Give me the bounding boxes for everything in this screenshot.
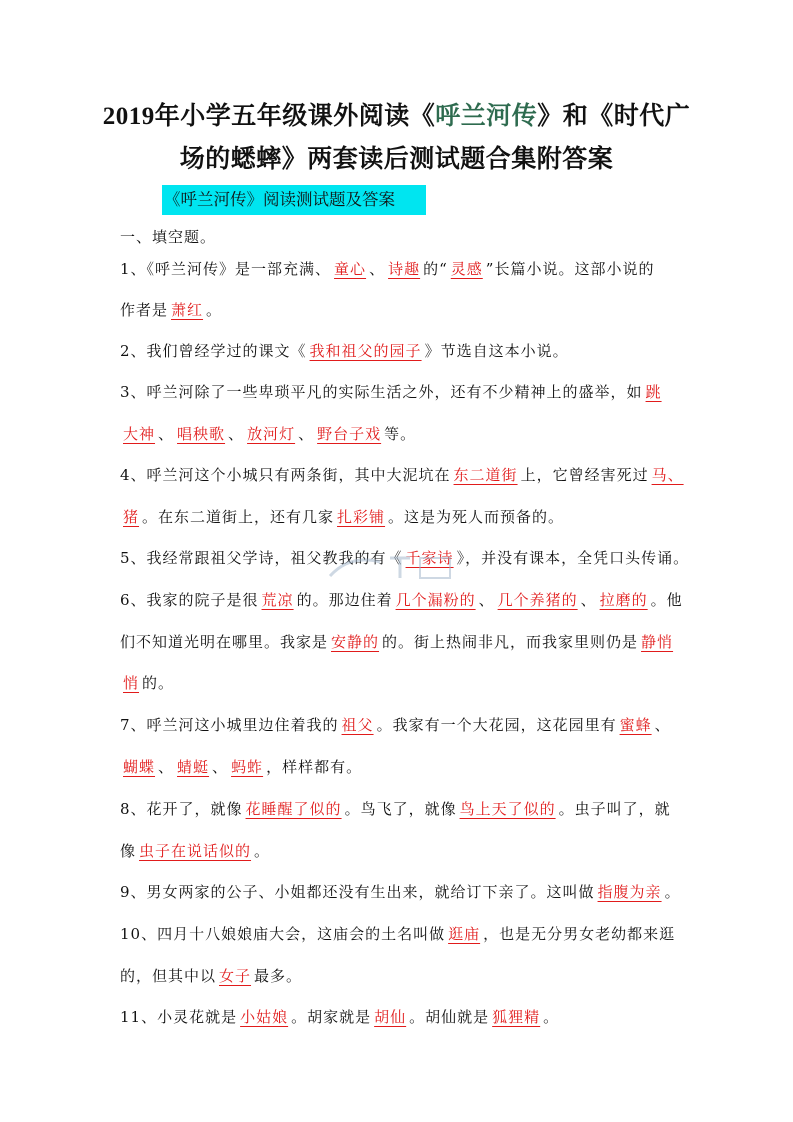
text: 、: [654, 716, 671, 734]
text: 3、呼兰河除了一些卑琐平凡的实际生活之外，还有不少精神上的盛举，如: [120, 383, 643, 401]
question-3: [120, 381, 680, 403]
answer: 唱秧歌: [177, 425, 226, 443]
text: 、: [298, 425, 315, 443]
answer: 悄: [123, 674, 140, 692]
question-7-cont: [120, 756, 680, 778]
answer: 鸟上天了似的: [459, 800, 556, 818]
text: 、: [228, 425, 245, 443]
answer: 逛庙: [448, 925, 481, 943]
text: 8、花开了，就像: [120, 800, 243, 818]
question-9: [120, 881, 680, 903]
text: 。他: [650, 591, 683, 609]
answer: 蝴蝶: [123, 758, 156, 776]
section-subtitle: 《呼兰河传》阅读测试题及答案: [162, 185, 426, 215]
text: 最多。: [254, 967, 303, 985]
text: ，也是无分男女老幼都来逛: [483, 925, 676, 943]
answer: 安静的: [331, 633, 380, 651]
answer: 虫子在说话似的: [139, 842, 252, 860]
text: 。鸟飞了，就像: [344, 800, 457, 818]
text: 的。街上热闹非凡，而我家里则仍是: [382, 633, 639, 651]
text: 的。那边住着: [296, 591, 393, 609]
question-10: [120, 923, 680, 945]
text: 。我家有一个大花园，这花园里有: [376, 716, 617, 734]
answer: 祖父: [341, 716, 374, 734]
text: 、: [478, 591, 495, 609]
text: 、: [158, 425, 175, 443]
text: 们不知道光明在哪里。我家是: [120, 633, 329, 651]
text: 。在东二道街上，还有几家: [142, 508, 335, 526]
document-title-line2: 场的蟋蟀》两套读后测试题合集附答案: [179, 146, 614, 173]
question-4-cont: [120, 506, 680, 528]
text: 像: [120, 842, 137, 860]
text: 的。: [142, 674, 175, 692]
text: 作者是: [120, 301, 169, 319]
question-8: [120, 798, 680, 820]
answer: 女子: [219, 967, 252, 985]
answer: 胡仙: [374, 1008, 407, 1026]
answer: 蜻蜓: [177, 758, 210, 776]
question-5: [120, 547, 690, 569]
text: 的，但其中以: [120, 967, 217, 985]
answer: 萧红: [171, 301, 204, 319]
answer: 跳: [645, 383, 662, 401]
text: 。胡仙就是: [409, 1008, 490, 1026]
text: ”长篇小说。这部小说的: [485, 260, 655, 278]
answer: 猪: [123, 508, 140, 526]
answer: 放河灯: [247, 425, 296, 443]
text: 。: [664, 883, 681, 901]
answer: 野台子戏: [317, 425, 382, 443]
answer: 小姑娘: [240, 1008, 289, 1026]
text: 、: [158, 758, 175, 776]
answer: 我和祖父的园子: [309, 342, 422, 360]
text: 10、四月十八娘娘庙大会，这庙会的土名叫做: [120, 925, 446, 943]
document-title-line1: [0, 100, 793, 134]
text: 11、小灵花就是: [120, 1008, 238, 1026]
text: 4、呼兰河这个小城只有两条街，其中大泥坑在: [120, 466, 451, 484]
answer: 灵感: [450, 260, 483, 278]
text: ，样样都有。: [266, 758, 363, 776]
title-text: 2019年小学五年级课外阅读《: [102, 103, 436, 130]
answer: 花睡醒了似的: [245, 800, 342, 818]
question-2: [120, 340, 680, 362]
text: 。这是为死人而预备的。: [388, 508, 565, 526]
answer: 几个养猪的: [497, 591, 578, 609]
text: 6、我家的院子是很: [120, 591, 259, 609]
question-6-cont: [120, 631, 680, 653]
answer: 童心: [334, 260, 367, 278]
answer: 几个漏粉的: [395, 591, 476, 609]
text: 、: [212, 758, 229, 776]
text: 》，并没有课本，全凭口头传诵。: [456, 549, 690, 567]
text: 的“: [423, 260, 448, 278]
title-text: 》和《时代广: [537, 103, 691, 130]
answer: 马、: [651, 466, 684, 484]
text: 。胡家就是: [291, 1008, 372, 1026]
text: 。: [206, 301, 223, 319]
text: 、: [369, 260, 386, 278]
question-11: [120, 1006, 680, 1028]
text: 2、我们曾经学过的课文《: [120, 342, 307, 360]
text: 、: [580, 591, 597, 609]
text: 7、呼兰河这小城里边住着我的: [120, 716, 339, 734]
text: 1、《呼兰河传》是一部充满、: [120, 260, 332, 278]
text: 。: [543, 1008, 560, 1026]
answer: 荒凉: [261, 591, 294, 609]
text: 。虫子叫了，就: [558, 800, 671, 818]
text: 》节选自这本小说。: [424, 342, 569, 360]
answer: 拉磨的: [599, 591, 648, 609]
section-heading: 一、填空题。: [120, 228, 217, 246]
question-4: [120, 464, 684, 486]
question-7: [120, 714, 680, 736]
text: 9、男女两家的公子、小姐都还没有生出来，就给订下亲了。这叫做: [120, 883, 595, 901]
question-1-cont: [120, 299, 680, 321]
answer: 东二道街: [453, 466, 518, 484]
answer: 扎彩铺: [337, 508, 386, 526]
answer: 诗趣: [388, 260, 421, 278]
question-6: [120, 589, 683, 611]
question-6-cont2: [120, 672, 680, 694]
answer: 指腹为亲: [597, 883, 662, 901]
title-highlight: 呼兰河传: [435, 103, 538, 130]
text: 上，它曾经害死过: [520, 466, 649, 484]
answer: 蚂蚱: [231, 758, 264, 776]
answer: 蜜蜂: [619, 716, 652, 734]
answer: 静悄: [641, 633, 674, 651]
question-1: [120, 258, 680, 280]
question-3-cont: [120, 423, 680, 445]
text: 。: [254, 842, 271, 860]
text: 5、我经常跟祖父学诗，祖父教我的有《: [120, 549, 403, 567]
question-8-cont: [120, 840, 680, 862]
answer: 狐狸精: [492, 1008, 541, 1026]
answer: 千家诗: [405, 549, 454, 567]
answer: 大神: [123, 425, 156, 443]
text: 等。: [384, 425, 417, 443]
question-10-cont: [120, 965, 680, 987]
